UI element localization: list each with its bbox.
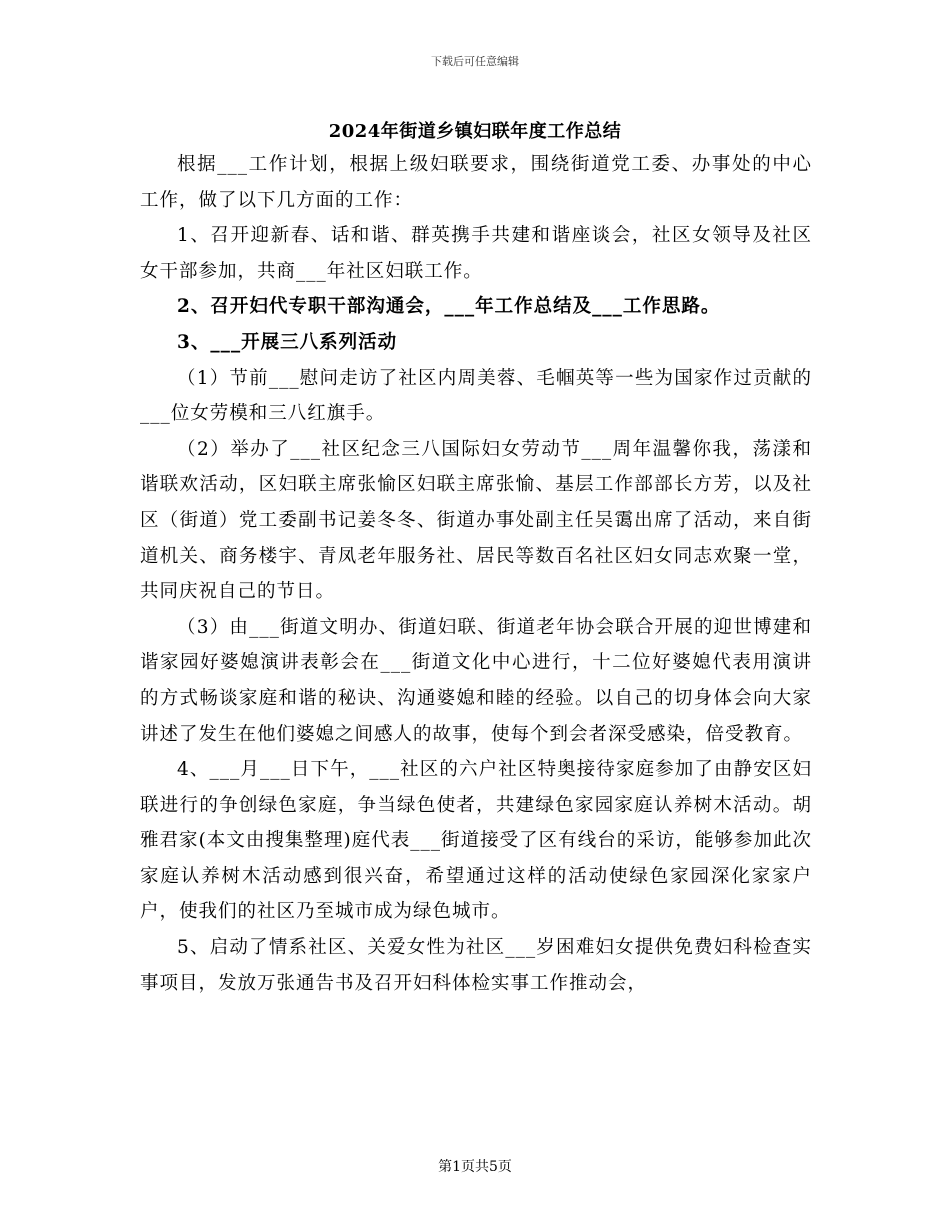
paragraph-item-3-1: （1）节前___慰问走访了社区内周美蓉、毛帼英等一些为国家作过贡献的___位女劳模和三八红旗手。 bbox=[140, 367, 812, 425]
paragraph-item-3-3: （3）由___街道文明办、街道妇联、街道老年协会联合开展的迎世博建和谐家园好婆媳演讲表彰会在___街道文化中心进行，十二位好婆媳代表用演讲的方式畅谈家庭和谐的秘诀、沟通婆媳和睦的经验。以自己的切身体会向大家讲述了发生在他们婆媳之间感人的故事，使每个到会者深受感染，倍受教育。 bbox=[140, 616, 812, 745]
paragraph-item-1: 1、召开迎新春、话和谐、群英携手共建和谐座谈会，社区女领导及社区女干部参加，共商___年社区妇联工作。 bbox=[140, 225, 812, 282]
page-header: 下载后可任意编辑 bbox=[431, 55, 519, 68]
page-footer: 第1页共5页 bbox=[438, 1159, 512, 1175]
paragraph-intro: 根据___工作计划，根据上级妇联要求，围绕街道党工委、办事处的中心工作，做了以下几方面的工作： bbox=[140, 154, 812, 211]
paragraph-item-3-heading: 3、___开展三八系列活动 bbox=[177, 331, 398, 353]
paragraph-item-5: 5、启动了情系社区、关爱女性为社区___岁困难妇女提供免费妇科检查实事项目，发放万张通告书及召开妇科体检实事工作推动会， bbox=[140, 937, 812, 994]
paragraph-item-4: 4、___月___日下午，___社区的六户社区特奥接待家庭参加了由静安区妇联进行的争创绿色家庭，争当绿色使者，共建绿色家园家庭认养树木活动。胡雅君家(本文由搜集整理)庭代表___街道接受了区有线台的采访，能够参加此次家庭认养树木活动感到很兴奋，希望通过这样的活动使绿色家园深化家家户户，使我们的社区乃至城市成为绿色城市。 bbox=[140, 759, 812, 923]
document-body bbox=[140, 147, 812, 1001]
paragraph-item-2: 2、召开妇代专职干部沟通会，___年工作总结及___工作思路。 bbox=[177, 296, 721, 318]
document-title: 2024年街道乡镇妇联年度工作总结 bbox=[328, 121, 622, 142]
paragraph-item-3-2: （2）举办了___社区纪念三八国际妇女劳动节___周年温馨你我，荡漾和谐联欢活动，区妇联主席张愉区妇联主席张愉、基层工作部部长方芳，以及社区（街道）党工委副书记姜冬冬、街道办事处副主任吴霭出席了活动，来自街道机关、商务楼宇、青凤老年服务社、居民等数百名社区妇女同志欢聚一堂，共同庆祝自己的节日。 bbox=[140, 438, 812, 603]
